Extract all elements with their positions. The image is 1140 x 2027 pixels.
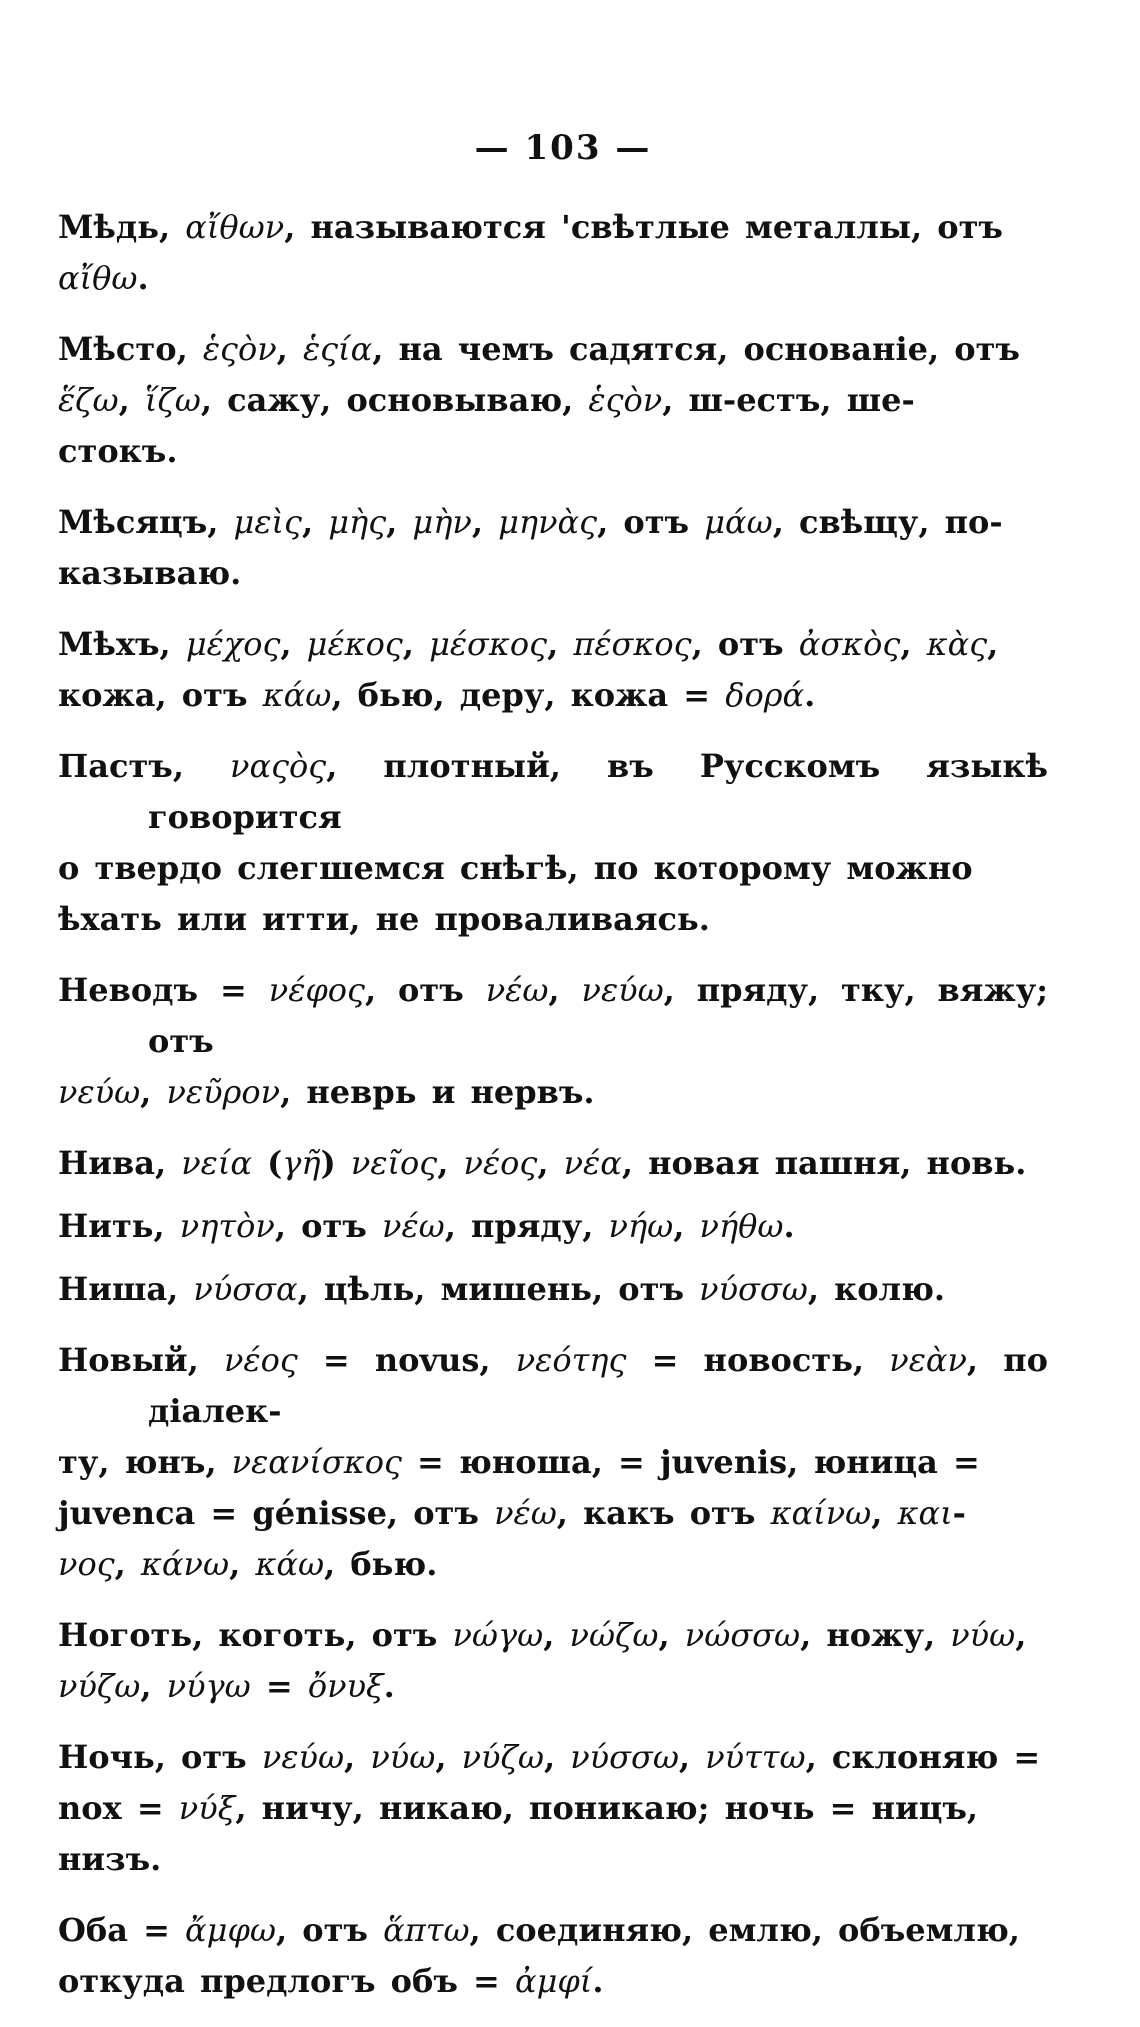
dictionary-entry (58, 497, 1048, 599)
entry-line: ту, юнъ, νεανίσκος = юноша, = juvenis, юница = (58, 1443, 980, 1481)
entry-line: Мѣдь, αἴθων, называются 'свѣтлые металлы, отъ (58, 208, 1003, 246)
entry-line: Ночь, отъ νεύω, νύω, νύζω, νύσσω, νύττω, склоняю = (58, 1738, 1041, 1776)
page-number: — 103 — (474, 128, 652, 168)
dictionary-entry (58, 1201, 1048, 1252)
entry-line: Мѣсто, ἑςὸν, ἑςία, на чемъ садятся, основаніе, отъ (58, 330, 1020, 368)
entry-line: стокъ. (58, 432, 178, 470)
dictionary-entry (58, 1264, 1048, 1315)
entry-line: ἕζω, ἵζω, сажу, основываю, ἑςὸν, ш-естъ, ше- (58, 381, 915, 419)
entry-line: Новый, νέος = novus, νεότης = новость, νεὰν, по діалек- (58, 1341, 1048, 1430)
entry-line: откуда предлогъ объ = ἀμφί. (58, 1962, 604, 2000)
dictionary-entry (58, 1905, 1048, 2007)
dictionary-entry (58, 324, 1048, 477)
entry-line: Мѣсяцъ, μεὶς, μὴς, μὴν, μηνὰς, отъ μάω, свѣщу, по- (58, 503, 1003, 541)
dictionary-entry (58, 1732, 1048, 1885)
entry-line: juvenca = génisse, отъ νέω, какъ отъ καίνω, και- (58, 1494, 966, 1532)
book-page (58, 128, 1048, 2027)
entry-line: ѣхать или итти, не проваливаясь. (58, 900, 710, 938)
dictionary-entry (58, 1138, 1048, 1189)
entry-line: αἴθω. (58, 259, 149, 297)
entry-line: νος, κάνω, κάω, бью. (58, 1545, 438, 1583)
entry-line: νύζω, νύγω = ὄνυξ. (58, 1667, 395, 1705)
entry-line: Нить, νητὸν, отъ νέω, пряду, νήω, νήθω. (58, 1207, 795, 1245)
dictionary-entries (58, 202, 1048, 2007)
entry-line: низъ. (58, 1840, 162, 1878)
entry-line: Пастъ, ναςὸς, плотный, въ Русскомъ языкѣ говорится (58, 747, 1049, 836)
entry-line: о твердо слегшемся снѣгѣ, по которому можно (58, 849, 973, 887)
entry-line: Оба = ἄμφω, отъ ἅπτω, соединяю, емлю, объемлю, (58, 1911, 1020, 1949)
dictionary-entry (58, 741, 1048, 945)
dictionary-entry (58, 619, 1048, 721)
entry-line: nox = νύξ, ничу, никаю, поникаю; ночь = ницъ, (58, 1789, 979, 1827)
entry-line: Мѣхъ, μέχος, μέκος, μέσκος, πέσκος, отъ ἀσκὸς, κὰς, (58, 625, 999, 663)
dictionary-entry (58, 1335, 1048, 1590)
entry-line: Ниша, νύσσα, цѣль, мишень, отъ νύσσω, колю. (58, 1270, 946, 1308)
entry-line: Нива, νεία (γῆ) νεῖος, νέος, νέα, новая пашня, новь. (58, 1144, 1027, 1182)
entry-line: кожа, отъ κάω, бью, деру, кожа = δορά. (58, 676, 816, 714)
dictionary-entry (58, 202, 1048, 304)
entry-line: казываю. (58, 554, 242, 592)
entry-line: νεύω, νεῦρον, неврь и нервъ. (58, 1073, 595, 1111)
entry-line: Неводъ = νέφος, отъ νέω, νεύω, пряду, тку, вяжу; отъ (58, 971, 1049, 1060)
dictionary-entry (58, 1610, 1048, 1712)
dictionary-entry (58, 965, 1048, 1118)
entry-line: Ноготь, коготь, отъ νώγω, νώζω, νώσσω, ножу, νύω, (58, 1616, 1027, 1654)
